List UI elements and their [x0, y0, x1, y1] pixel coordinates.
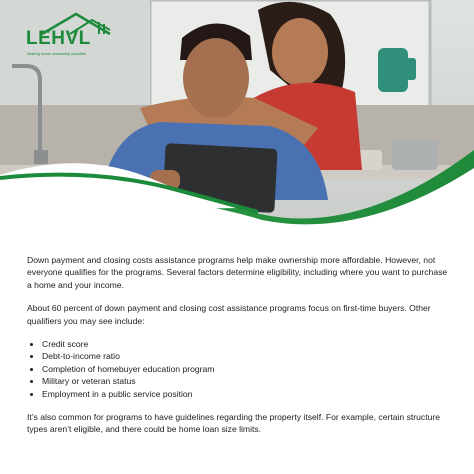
brand-name: LEHVL — [26, 28, 91, 49]
paragraph-eligibility: Down payment and closing costs assistance programs help make ownership more affordable. However, not everyone qualifies for the programs. Several factors determine eligibility, including where you want to purchase a home and your income. — [27, 255, 448, 290]
list-item: • Completion of homebuyer education program — [42, 363, 451, 375]
list-item: • Military or veteran status — [42, 375, 451, 387]
paragraph-property-guidelines: It’s also common for programs to have guidelines regarding the property itself. For example, certain structure types aren’t eligible, and there could be home loan size limits. — [27, 412, 441, 435]
list-item: • Employment in a public service position — [42, 388, 451, 400]
article-body — [27, 254, 451, 447]
paragraph-first-time-buyers: About 60 percent of down payment and closing cost assistance programs focus on first-time buyers. Other qualifiers you may see include: — [27, 303, 431, 326]
qualifier-list — [27, 338, 451, 400]
list-item: • Debt-to-income ratio — [42, 350, 451, 362]
brand-logo[interactable] — [26, 14, 116, 58]
brand-tagline: Making home ownership possible — [27, 51, 87, 56]
list-item: • Credit score — [42, 338, 451, 350]
